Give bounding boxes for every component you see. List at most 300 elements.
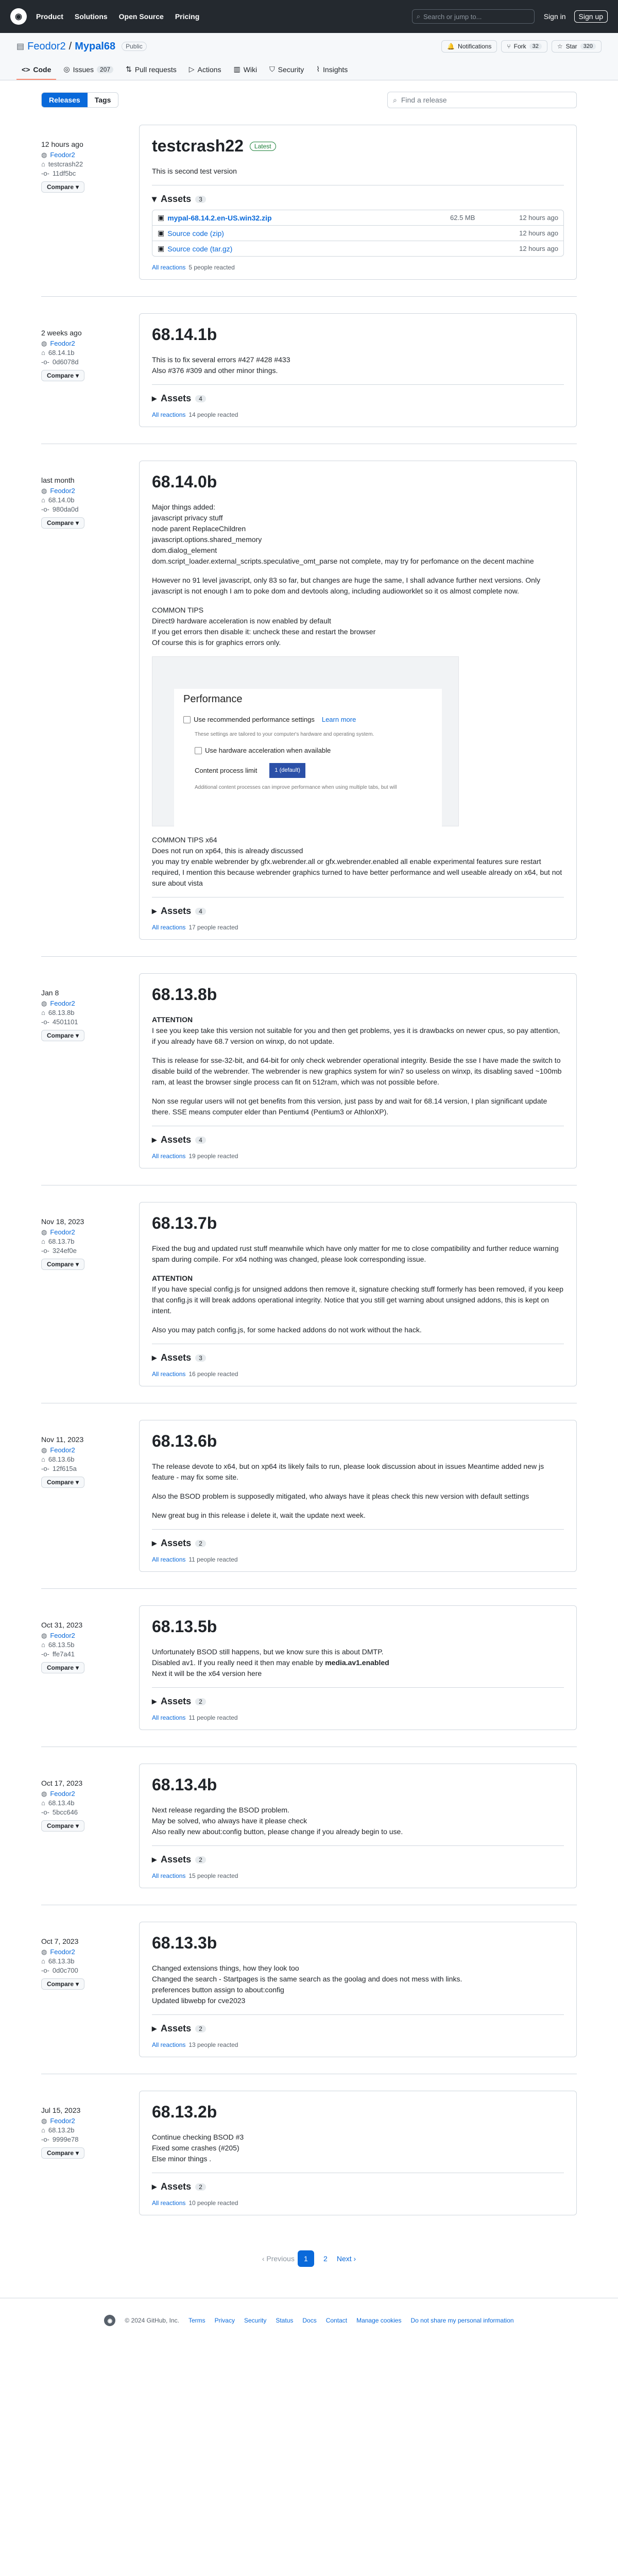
commit-icon: -o- [41, 170, 49, 177]
release-title [152, 985, 564, 1004]
body-line: preferences button assign to about:config [152, 1986, 284, 1994]
footer [0, 2298, 618, 2345]
release-date: Jul 15, 2023 [41, 2106, 81, 2114]
assets-toggle[interactable] [152, 1696, 564, 1707]
repo-owner-link[interactable]: Feodor2 [27, 40, 66, 52]
release-body [152, 502, 564, 889]
commit-icon: -o- [41, 505, 49, 513]
release-card [139, 973, 577, 1168]
compare-label: Compare [47, 1980, 74, 1988]
assets-section [152, 1845, 564, 1865]
tab-label: Actions [197, 65, 221, 74]
tab-actions[interactable] [184, 61, 227, 80]
play-icon: ▷ [188, 65, 195, 73]
issue-icon: ◎ [63, 65, 70, 73]
asset-row [152, 226, 563, 241]
release-author[interactable] [41, 339, 139, 348]
commit-hash: 324ef0e [52, 1247, 77, 1255]
release-title-link[interactable]: 68.13.2b [152, 2103, 217, 2121]
compare-label: Compare [47, 1032, 74, 1039]
author-link[interactable]: Feodor2 [50, 1948, 75, 1956]
footer-status[interactable]: Status [276, 2317, 294, 2324]
footer-docs[interactable]: Docs [302, 2317, 317, 2324]
star-button[interactable] [552, 40, 602, 53]
attention-heading: ATTENTION [152, 1274, 193, 1282]
commit-icon: -o- [41, 358, 49, 366]
release-paragraph: Fixed the bug and updated rust stuff meanwhile which have only matter for me to close compatibility and further reduce warning spam during compile. For x64 nothing was changed, please look corresponding issue. [152, 1244, 559, 1263]
release-sidebar [41, 125, 139, 280]
bell-icon: 🔔 [447, 43, 455, 50]
commit-icon: -o- [41, 1650, 49, 1658]
body-line: dom.dialog_element [152, 546, 217, 554]
all-reactions-link[interactable]: All reactions [152, 1714, 186, 1721]
reactions-row [152, 264, 564, 271]
body-line: node parent ReplaceChildren [152, 524, 246, 533]
release-entry [41, 1589, 577, 1747]
release-paragraph: Also you may patch config.js, for some hacked addons do not work without the hack. [152, 1326, 422, 1334]
release-sidebar [41, 973, 139, 1168]
releases-tab[interactable]: Releases [42, 93, 88, 107]
release-author[interactable] [41, 999, 139, 1008]
release-author[interactable] [41, 1947, 139, 1957]
release-tag[interactable] [41, 2126, 139, 2135]
tag-name: 68.13.7b [48, 1238, 75, 1245]
asset-date: 12 hours ago [519, 214, 558, 222]
body-line: Unfortunately BSOD still happens, but we know sure this is about DMTP. [152, 1648, 384, 1656]
tag-name: 68.14.1b [48, 349, 75, 357]
chevron-down-icon: ▾ [76, 1980, 79, 1988]
commit-icon: -o- [41, 1465, 49, 1472]
copyright: © 2024 GitHub, Inc. [125, 2317, 179, 2324]
global-header [0, 0, 618, 33]
release-paragraph: If you have special config.js for unsigned addons then remove it, signature checking stuff formerly has been removed, if you keep that config.js it will break addons operational integrity. Notice that you still get warning about unsigned addons, this is kept on intent. [152, 1285, 563, 1315]
release-paragraph [152, 1647, 564, 1679]
commit-icon: -o- [41, 2136, 49, 2143]
footer-security[interactable]: Security [244, 2317, 267, 2324]
chevron-down-icon: ▾ [76, 372, 79, 379]
body-line: Direct9 hardware acceleration is now enabled by default [152, 617, 331, 625]
release-commit[interactable] [41, 1018, 139, 1027]
people-reacted: 5 people reacted [188, 264, 235, 271]
assets-toggle[interactable] [152, 2023, 564, 2034]
tab-label: Wiki [243, 65, 258, 74]
sign-in-link[interactable]: Sign in [543, 12, 566, 21]
author-link[interactable]: Feodor2 [50, 151, 75, 159]
body-line: Changed the search - Startpages is the same search as the goolag and does not mess with links. [152, 1975, 462, 1983]
compare-button[interactable] [41, 1030, 84, 1041]
release-paragraph: I see you keep take this version not suitable for you and then get problems, yes it is drawbacks on newer cpus, so pay attention, if you already have 68.7 version on winxp, do not update. [152, 1026, 560, 1045]
page-2[interactable]: 2 [323, 2255, 328, 2263]
release-author[interactable] [41, 1228, 139, 1237]
assets-toggle[interactable] [152, 1134, 564, 1145]
compare-button[interactable] [41, 1662, 84, 1673]
release-title-link[interactable]: 68.14.1b [152, 325, 217, 344]
release-sidebar [41, 2091, 139, 2215]
package-icon: ▣ [158, 213, 165, 222]
release-tag[interactable] [41, 1640, 139, 1650]
asset-link[interactable]: Source code (tar.gz) [167, 244, 233, 253]
all-reactions-link[interactable]: All reactions [152, 2199, 186, 2207]
notifications-button[interactable] [441, 40, 497, 53]
release-entry [41, 1403, 577, 1589]
release-sidebar [41, 1922, 139, 2057]
release-author[interactable] [41, 150, 139, 160]
all-reactions-link[interactable]: All reactions [152, 1153, 186, 1160]
release-card [139, 2091, 577, 2215]
pagination [0, 2250, 618, 2267]
checkbox-label: Use hardware acceleration when available [205, 747, 331, 754]
tab-code[interactable] [16, 61, 56, 80]
release-date: 2 weeks ago [41, 329, 82, 337]
compare-button[interactable] [41, 517, 84, 529]
star-label: Star [565, 43, 577, 50]
compare-button[interactable] [41, 1820, 84, 1832]
asset-name[interactable] [158, 244, 232, 253]
release-date: Oct 7, 2023 [41, 1937, 79, 1945]
release-title-link[interactable]: 68.13.7b [152, 1214, 217, 1232]
release-commit[interactable] [41, 1966, 139, 1975]
release-title [152, 137, 564, 156]
commit-hash: 4501101 [52, 1018, 78, 1026]
release-title-link[interactable]: 68.13.6b [152, 1432, 217, 1450]
body-line: This is to fix several errors #427 #428 #433 [152, 355, 290, 364]
chevron-down-icon: ▾ [76, 1479, 79, 1486]
assets-toggle[interactable] [152, 1352, 564, 1363]
page-1[interactable]: 1 [298, 2250, 314, 2267]
release-commit[interactable] [41, 1808, 139, 1817]
tab-pull-requests[interactable] [121, 61, 182, 80]
author-link[interactable]: Feodor2 [50, 2117, 75, 2125]
hw-accel-row [195, 745, 433, 756]
star-icon: ☆ [557, 43, 563, 50]
fork-icon: ⑂ [507, 43, 511, 50]
reactions-row [152, 2199, 564, 2207]
assets-section [152, 185, 564, 257]
assets-label: Assets [161, 194, 192, 204]
asset-row [152, 210, 563, 226]
body-line: Also really new about:config button, please change if you already begin to use. [152, 1827, 403, 1836]
tag-name: 68.14.0b [48, 496, 75, 504]
body-line: dom.script_loader.external_scripts.speculative_omt_parse not complete, may try for perfomance on the decent machine [152, 557, 534, 565]
release-title [152, 1934, 564, 1953]
release-paragraph: New great bug in this release i delete it, wait the update next week. [152, 1511, 366, 1519]
assets-toggle[interactable] [152, 1538, 564, 1549]
tag-icon: ⌂ [41, 496, 45, 504]
releases-toolbar [41, 92, 577, 108]
release-tag[interactable] [41, 496, 139, 505]
commit-icon: -o- [41, 1018, 49, 1026]
tag-icon: ⌂ [41, 1238, 45, 1245]
commit-hash: 12f615a [52, 1465, 77, 1472]
footer-no-share[interactable]: Do not share my personal information [410, 2317, 514, 2324]
compare-button[interactable] [41, 1477, 84, 1488]
avatar-icon: ◍ [41, 151, 47, 159]
body-line: javascript privacy stuff [152, 514, 223, 522]
release-date: Nov 18, 2023 [41, 1217, 84, 1226]
compare-label: Compare [47, 1479, 74, 1486]
body-line: Also #376 #309 and other minor things. [152, 366, 278, 375]
triangle-icon: ▸ [152, 1538, 157, 1548]
all-reactions-link[interactable]: All reactions [152, 2041, 186, 2048]
body-line: you may try enable webrender by gfx.webrender.all or gfx.webrender.enabled all enable experimental features sure restart required, I mention this because webrender graphics turned to have better performance and well useable already on x64, but not sure about vista [152, 857, 562, 887]
release-title-link[interactable]: 68.14.0b [152, 472, 217, 491]
release-paragraph: This is second test version [152, 167, 237, 175]
settings-screenshot [152, 656, 459, 826]
global-search[interactable] [412, 9, 535, 24]
asset-link[interactable]: Source code (zip) [167, 229, 224, 238]
tab-label: Issues [73, 65, 94, 74]
asset-link[interactable]: mypal-68.14.2.en-US.win32.zip [167, 213, 272, 222]
release-commit[interactable] [41, 169, 139, 178]
avatar-icon: ◍ [41, 340, 47, 347]
release-author[interactable] [41, 1789, 139, 1799]
tag-name: 68.13.2b [48, 2126, 75, 2134]
release-tag[interactable] [41, 1799, 139, 1808]
all-reactions-link[interactable]: All reactions [152, 264, 186, 271]
release-title [152, 1775, 564, 1794]
release-card [139, 1922, 577, 2057]
attention-heading: ATTENTION [152, 1015, 193, 1024]
all-reactions-link[interactable]: All reactions [152, 411, 186, 418]
release-author[interactable] [41, 1631, 139, 1640]
body-line: May be solved, who always have it please check [152, 1817, 307, 1825]
release-tag[interactable] [41, 1455, 139, 1464]
release-commit[interactable] [41, 505, 139, 514]
assets-section [152, 1529, 564, 1549]
checkbox-label: Use recommended performance settings [194, 716, 315, 723]
assets-count: 2 [195, 1698, 206, 1705]
assets-count: 2 [195, 2025, 206, 2032]
tag-name: testcrash22 [48, 160, 83, 168]
assets-count: 4 [195, 395, 206, 402]
checkbox [195, 747, 202, 754]
tags-tab[interactable]: Tags [94, 96, 111, 104]
body-line: Does not run on xp64, this is already discussed [152, 846, 303, 855]
release-paragraph [152, 1963, 564, 2006]
release-sidebar [41, 461, 139, 940]
release-title-link[interactable]: 68.13.4b [152, 1775, 217, 1794]
triangle-icon: ▸ [152, 2181, 157, 2192]
body-line: javascript.options.shared_memory [152, 535, 262, 544]
release-author[interactable] [41, 2116, 139, 2126]
release-title [152, 1432, 564, 1451]
release-tag[interactable] [41, 1237, 139, 1246]
release-tag[interactable] [41, 348, 139, 358]
people-reacted: 11 people reacted [188, 1556, 238, 1563]
assets-toggle[interactable] [152, 2181, 564, 2192]
chevron-down-icon: ▾ [76, 183, 79, 191]
author-link[interactable]: Feodor2 [50, 487, 75, 495]
tab-label: Pull requests [134, 65, 177, 74]
tag-icon: ⌂ [41, 1641, 45, 1649]
tab-insights[interactable] [311, 61, 353, 80]
author-link[interactable]: Feodor2 [50, 1228, 75, 1236]
reactions-row [152, 1714, 564, 1721]
commit-icon: -o- [41, 1247, 49, 1255]
release-date: Jan 8 [41, 989, 59, 997]
release-sidebar [41, 1202, 139, 1386]
asset-name[interactable] [158, 213, 272, 222]
release-tag[interactable] [41, 1008, 139, 1018]
tag-name: 68.13.6b [48, 1455, 75, 1463]
release-sidebar [41, 313, 139, 427]
tag-icon: ⌂ [41, 1799, 45, 1807]
fork-count: 32 [529, 43, 542, 49]
assets-count: 2 [195, 1856, 206, 1863]
compare-button[interactable] [41, 181, 84, 193]
release-title-link[interactable]: 68.13.3b [152, 1934, 217, 1952]
triangle-icon: ▸ [152, 1134, 157, 1145]
author-link[interactable]: Feodor2 [50, 999, 75, 1007]
file-zip-icon: ▣ [158, 244, 165, 252]
code-icon: <> [22, 65, 30, 74]
tag-icon: ⌂ [41, 2126, 45, 2134]
tab-issues[interactable] [58, 61, 118, 80]
footer-privacy[interactable]: Privacy [214, 2317, 235, 2324]
tab-label: Insights [323, 65, 348, 74]
avatar-icon: ◍ [41, 1632, 47, 1639]
assets-toggle[interactable] [152, 1854, 564, 1865]
release-commit[interactable] [41, 1246, 139, 1256]
global-nav [36, 12, 199, 21]
assets-label: Assets [161, 906, 192, 916]
repo-header [0, 33, 618, 80]
compare-label: Compare [47, 372, 74, 379]
release-body [152, 1805, 564, 1837]
footer-terms[interactable]: Terms [188, 2317, 205, 2324]
release-entry [41, 1905, 577, 2074]
nav-solutions[interactable]: Solutions [74, 12, 108, 21]
process-limit-row [195, 763, 433, 778]
all-reactions-link[interactable]: All reactions [152, 1556, 186, 1563]
search-icon: ⌕ [416, 12, 420, 20]
release-title [152, 472, 564, 492]
nav-product[interactable]: Product [36, 12, 63, 21]
assets-toggle[interactable] [152, 906, 564, 917]
compare-label: Compare [47, 183, 74, 191]
chevron-down-icon: ▾ [76, 1822, 79, 1829]
release-commit[interactable] [41, 1650, 139, 1659]
settings-note: These settings are tailored to your computer's hardware and operating system. [195, 732, 374, 737]
release-list [41, 108, 577, 2232]
people-reacted: 14 people reacted [188, 411, 238, 418]
release-tag[interactable] [41, 160, 139, 169]
release-entry [41, 1747, 577, 1905]
search-placeholder: Search or jump to... [423, 12, 482, 21]
next-page[interactable]: Next › [336, 2255, 356, 2263]
tab-wiki[interactable] [228, 61, 262, 80]
assets-toggle[interactable] [152, 194, 564, 205]
nav-pricing[interactable]: Pricing [175, 12, 200, 21]
release-title [152, 1214, 564, 1233]
release-sidebar [41, 1605, 139, 1730]
release-commit[interactable] [41, 2135, 139, 2144]
release-title-link[interactable]: 68.13.5b [152, 1617, 217, 1636]
github-logo-icon[interactable]: ◉ [10, 8, 27, 25]
compare-button[interactable] [41, 1259, 84, 1270]
fork-button[interactable] [501, 40, 547, 53]
release-title-link[interactable]: 68.13.8b [152, 985, 217, 1004]
chevron-down-icon: ▾ [76, 2149, 79, 2157]
release-title [152, 325, 564, 344]
tab-security[interactable] [264, 61, 309, 80]
reactions-row [152, 2041, 564, 2048]
shield-icon: ⛉ [269, 65, 275, 73]
release-tag[interactable] [41, 1957, 139, 1966]
body-line: COMMON TIPS [152, 606, 204, 614]
author-link[interactable]: Feodor2 [50, 1790, 75, 1798]
release-body [152, 2132, 564, 2164]
all-reactions-link[interactable]: All reactions [152, 1370, 186, 1378]
assets-section [152, 2173, 564, 2192]
sign-up-button[interactable]: Sign up [574, 10, 608, 23]
compare-button[interactable] [41, 370, 84, 381]
nav-open-source[interactable]: Open Source [118, 12, 164, 21]
author-link[interactable]: Feodor2 [50, 340, 75, 347]
footer-cookies[interactable]: Manage cookies [356, 2317, 402, 2324]
release-entry [41, 108, 577, 297]
people-reacted: 19 people reacted [188, 1153, 238, 1160]
release-entry [41, 444, 577, 957]
release-commit[interactable] [41, 1464, 139, 1473]
all-reactions-link[interactable]: All reactions [152, 924, 186, 931]
release-commit[interactable] [41, 358, 139, 367]
tag-icon: ⌂ [41, 1957, 45, 1965]
fork-label: Fork [513, 43, 526, 50]
assets-label: Assets [161, 1134, 192, 1145]
author-link[interactable]: Feodor2 [50, 1632, 75, 1639]
assets-section [152, 1126, 564, 1145]
footer-contact[interactable]: Contact [325, 2317, 348, 2324]
compare-button[interactable] [41, 1978, 84, 1990]
release-card [139, 313, 577, 427]
author-link[interactable]: Feodor2 [50, 1446, 75, 1454]
github-footer-logo-icon: ◉ [104, 2315, 115, 2326]
commit-hash: 0d6078d [52, 358, 79, 366]
triangle-icon: ▸ [152, 1854, 157, 1865]
body-line: Next it will be the x64 version here [152, 1669, 262, 1677]
release-entry [41, 957, 577, 1185]
assets-label: Assets [161, 1538, 192, 1548]
asset-name[interactable] [158, 229, 224, 238]
find-release-input[interactable] [387, 92, 577, 108]
release-author[interactable] [41, 486, 139, 496]
release-author[interactable] [41, 1446, 139, 1455]
performance-heading: Performance [183, 693, 243, 705]
search-icon: ⌕ [393, 95, 397, 104]
repo-name-link[interactable]: Mypal68 [75, 40, 116, 52]
release-date: Oct 31, 2023 [41, 1621, 83, 1629]
compare-label: Compare [47, 1261, 74, 1268]
release-card [139, 1605, 577, 1730]
body-line: Disabled av1. If you really need it then may enable by [152, 1658, 323, 1667]
reactions-row [152, 1370, 564, 1378]
assets-toggle[interactable] [152, 393, 564, 404]
avatar-icon: ◍ [41, 999, 47, 1007]
release-body [152, 1647, 564, 1679]
body-line: COMMON TIPS x64 [152, 836, 217, 844]
release-title-link[interactable]: testcrash22 [152, 137, 244, 155]
assets-count: 3 [195, 1354, 206, 1362]
assets-count: 4 [195, 908, 206, 915]
body-line: Changed extensions things, how they look too [152, 1964, 299, 1972]
compare-button[interactable] [41, 2147, 84, 2159]
release-paragraph [152, 605, 564, 648]
all-reactions-link[interactable]: All reactions [152, 1872, 186, 1879]
avatar-icon: ◍ [41, 487, 47, 495]
assets-label: Assets [161, 2181, 192, 2192]
release-entry [41, 297, 577, 444]
